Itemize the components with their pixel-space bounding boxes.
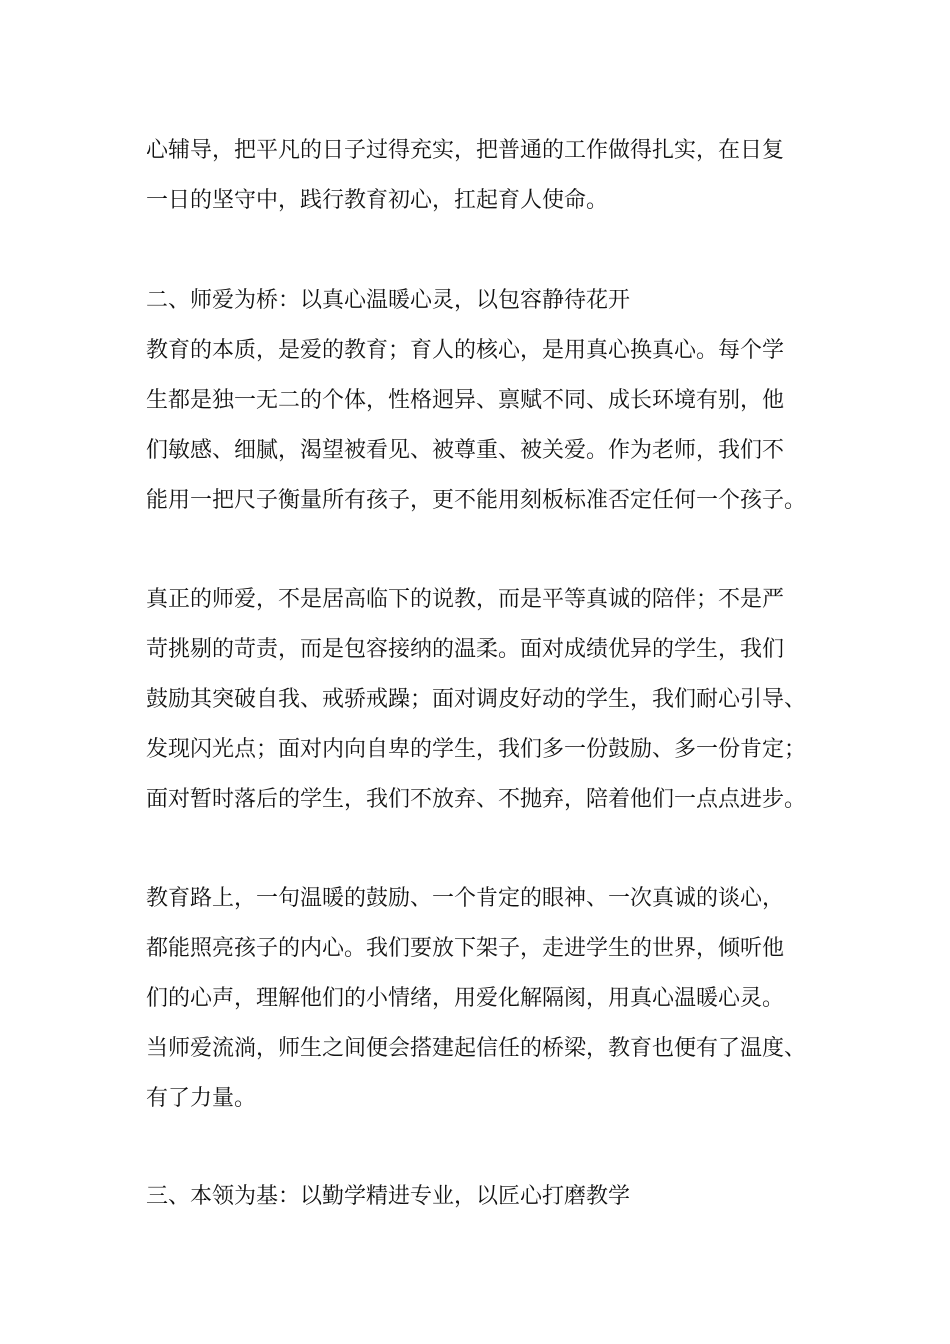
paragraph-line: 一日的坚守中，践行教育初心，扛起育人使命。 (146, 188, 609, 213)
section-heading: 三、本领为基：以勤学精进专业，以匠心打磨教学 (146, 1184, 631, 1209)
paragraph-line: 当师爱流淌，师生之间便会搭建起信任的桥梁，教育也便有了温度、 (146, 1036, 807, 1061)
paragraph-line: 有了力量。 (146, 1086, 257, 1111)
paragraph-line: 生都是独一无二的个体，性格迥异、禀赋不同、成长环境有别，他 (146, 388, 785, 413)
paragraph-line: 们敏感、细腻，渴望被看见、被尊重、被关爱。作为老师，我们不 (146, 438, 785, 463)
paragraph-line: 都能照亮孩子的内心。我们要放下架子，走进学生的世界，倾听他 (146, 936, 785, 961)
paragraph-line: 真正的师爱，不是居高临下的说教，而是平等真诚的陪伴；不是严 (146, 587, 785, 612)
paragraph-line: 能用一把尺子衡量所有孩子，更不能用刻板标准否定任何一个孩子。 (146, 488, 807, 513)
paragraph-line: 面对暂时落后的学生，我们不放弃、不抛弃，陪着他们一点点进步。 (146, 787, 807, 812)
section-heading: 二、师爱为桥：以真心温暖心灵，以包容静待花开 (146, 288, 631, 313)
paragraph-line: 们的心声，理解他们的小情绪，用爱化解隔阂，用真心温暖心灵。 (146, 986, 785, 1011)
paragraph-line: 教育路上，一句温暖的鼓励、一个肯定的眼神、一次真诚的谈心， (146, 886, 785, 911)
paragraph-line: 发现闪光点；面对内向自卑的学生，我们多一份鼓励、多一份肯定； (146, 737, 807, 762)
paragraph-line: 苛挑剔的苛责，而是包容接纳的温柔。面对成绩优异的学生，我们 (146, 637, 785, 662)
paragraph-line: 鼓励其突破自我、戒骄戒躁；面对调皮好动的学生，我们耐心引导、 (146, 687, 807, 712)
paragraph-line: 心辅导，把平凡的日子过得充实，把普通的工作做得扎实，在日复 (146, 138, 785, 163)
paragraph-line: 教育的本质，是爱的教育；育人的核心，是用真心换真心。每个学 (146, 338, 785, 363)
